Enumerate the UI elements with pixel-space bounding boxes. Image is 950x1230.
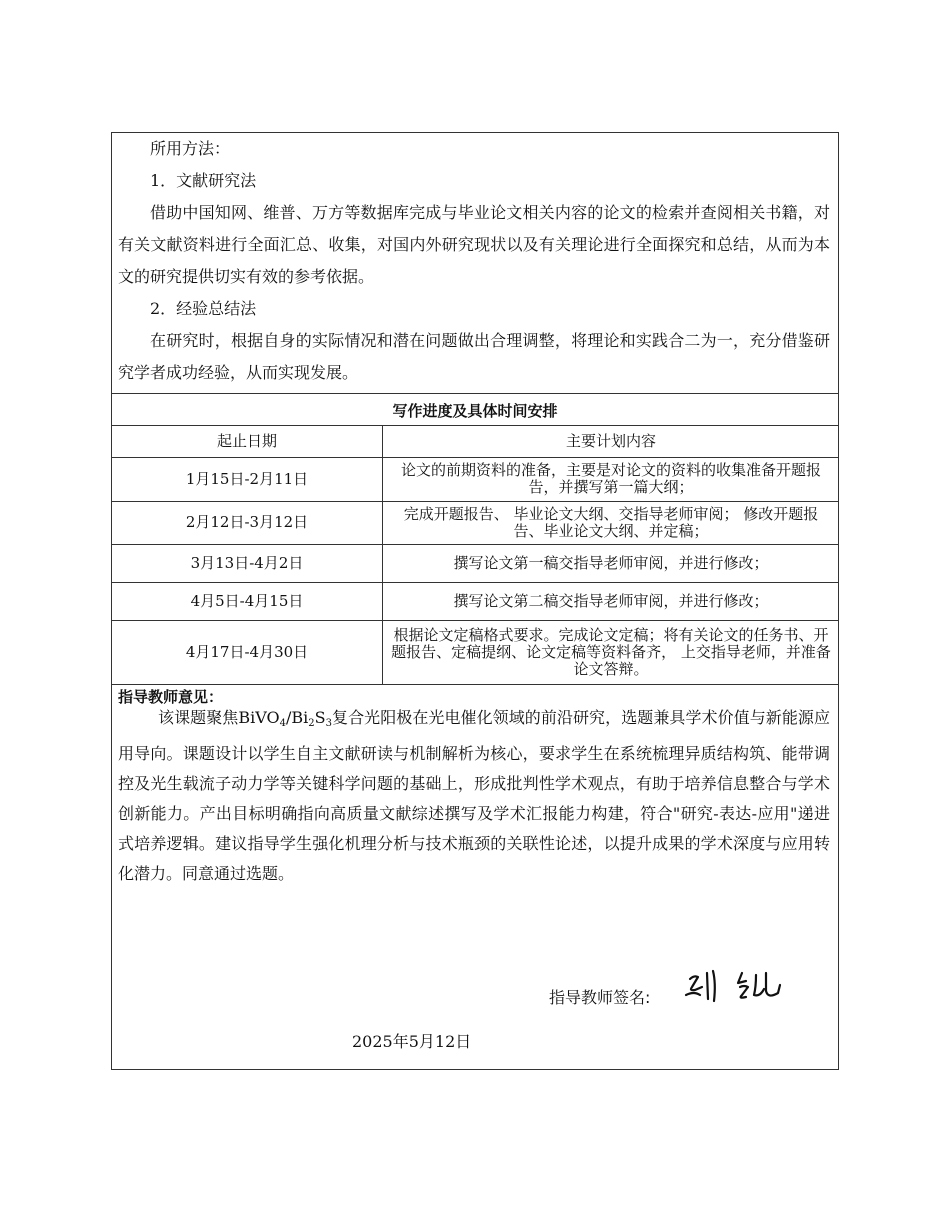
advisor-opinion-text: 该课题聚焦$BiVO_4/Bi_2S_3$复合光阳极在光电催化领域的前沿研究，选题兼具学术价值与新能源应用导向。课题设计以学生自主文献研读与机制解析为核心，要求学生在系统梳理异质结构筑、能带调控及光生载流子动力学等关键科学问题的基础上，形成批判性学术观点，有助于培养信息整合与学术创新能力。产出目标明确指向高质量文献综述撰写及学术汇报能力构建，符合"研究-表达-应用"递进式培养逻辑。建议指导学生强化机理分析与技术瓶颈的关联性论述，以提升成果的学术深度与应用转化潜力。同意通过选题。 (118, 708, 830, 883)
schedule-date: 1月15日-2月11日 (185, 469, 309, 488)
divider (112, 684, 838, 685)
schedule-date: 2月12日-3月12日 (185, 513, 309, 531)
schedule-content: 完成开题报告、 毕业论文大纲、交指导老师审阅； 修改开题报告、毕业论文大纲、并定稿； (403, 504, 819, 540)
methods-title: 所用方法： (150, 139, 231, 158)
method-2-text: 在研究时，根据自身的实际情况和潜在问题做出合理调整，将理论和实践合二为一，充分借鉴研究学者成功经验，从而实现发展。 (118, 331, 830, 382)
schedule-heading: 写作进度及具体时间安排 (392, 402, 558, 420)
schedule-content: 论文的前期资料的准备，主要是对论文的资料的收集准备开题报告，并撰写第一篇大纲； (400, 461, 821, 496)
proposal-form-table (111, 132, 839, 1070)
method-1-title: 1．文献研究法 (150, 171, 257, 190)
schedule-date: 3月13日-4月2日 (190, 553, 304, 572)
method-1-text: 借助中国知网、维普、万方等数据库完成与毕业论文相关内容的论文的检索并查阅相关书籍，对有关文献资料进行全面汇总、收集，对国内外研究现状以及有关理论进行全面探究和总结，从而为本文的研究提供切实有效的参考依据。 (118, 203, 830, 286)
handwritten-signature (680, 965, 790, 1015)
method-2-title: 2．经验总结法 (150, 299, 257, 318)
schedule-content: 撰写论文第一稿交指导老师审阅，并进行修改； (453, 553, 769, 572)
col-header-content: 主要计划内容 (565, 431, 656, 450)
signature-label: 指导教师签名: (549, 988, 651, 1007)
divider (112, 393, 838, 394)
schedule-date: 4月5日-4月15日 (190, 591, 304, 610)
schedule-content: 根据论文定稿格式要求。完成论文定稿；将有关论文的任务书、开题报告、定稿提纲、论文定稿等资料备齐， 上交指导老师，并准备论文答辩。 (391, 625, 831, 678)
signature-date: 2025年5月12日 (352, 1032, 472, 1051)
advisor-opinion-title: 指导教师意见： (118, 688, 224, 706)
col-header-date: 起止日期 (216, 431, 277, 450)
schedule-content: 撰写论文第二稿交指导老师审阅，并进行修改； (453, 591, 769, 610)
schedule-date: 4月17日-4月30日 (185, 642, 309, 661)
